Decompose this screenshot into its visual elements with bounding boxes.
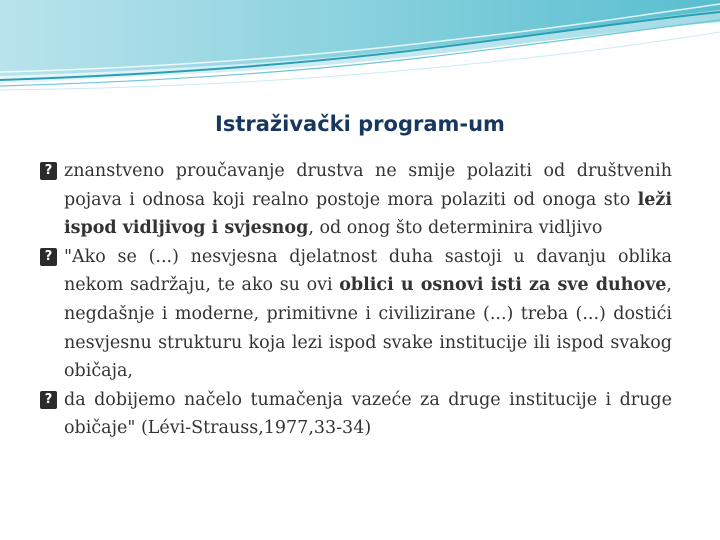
slide-title: Istraživački program-um xyxy=(215,112,505,136)
bullet-marker-icon: ? xyxy=(40,391,57,409)
bullet-marker-icon: ? xyxy=(40,162,57,180)
bullet-paragraph xyxy=(40,243,672,386)
bullet-paragraph xyxy=(40,157,672,243)
bullet-marker-icon: ? xyxy=(40,248,57,266)
paragraph-text: , negdašnje i moderne, primitivne i civilizirane (...) treba (...) dostići nesvjesnu strukturu koja lezi ispod svake institucije ili ispod svakog običaja, xyxy=(64,275,672,382)
emphasized-text: oblici u osnovi isti za sve duhove xyxy=(339,275,667,296)
paragraph-text: znanstveno proučavanje drustva ne smije polaziti od društvenih pojava i odnosa koji realno postoje mora polaziti od onoga sto xyxy=(64,161,672,210)
header-wave-decoration xyxy=(0,0,720,100)
bullet-paragraph xyxy=(40,386,672,443)
emphasized-text: leži ispod vidljivog i svjesnog xyxy=(64,189,672,239)
slide-body xyxy=(40,157,672,443)
paragraph-text: , od onog što determinira vidljivo xyxy=(308,218,603,239)
paragraph-text: da dobijemo načelo tumačenja vazeće za druge institucije i druge običaje" (Lévi-Strauss,1977,33-34) xyxy=(64,389,672,439)
paragraph-text: "Ako se (...) nesvjesna djelatnost duha sastoji u davanju oblika nekom sadržaju, te ako su ovi xyxy=(64,246,672,296)
